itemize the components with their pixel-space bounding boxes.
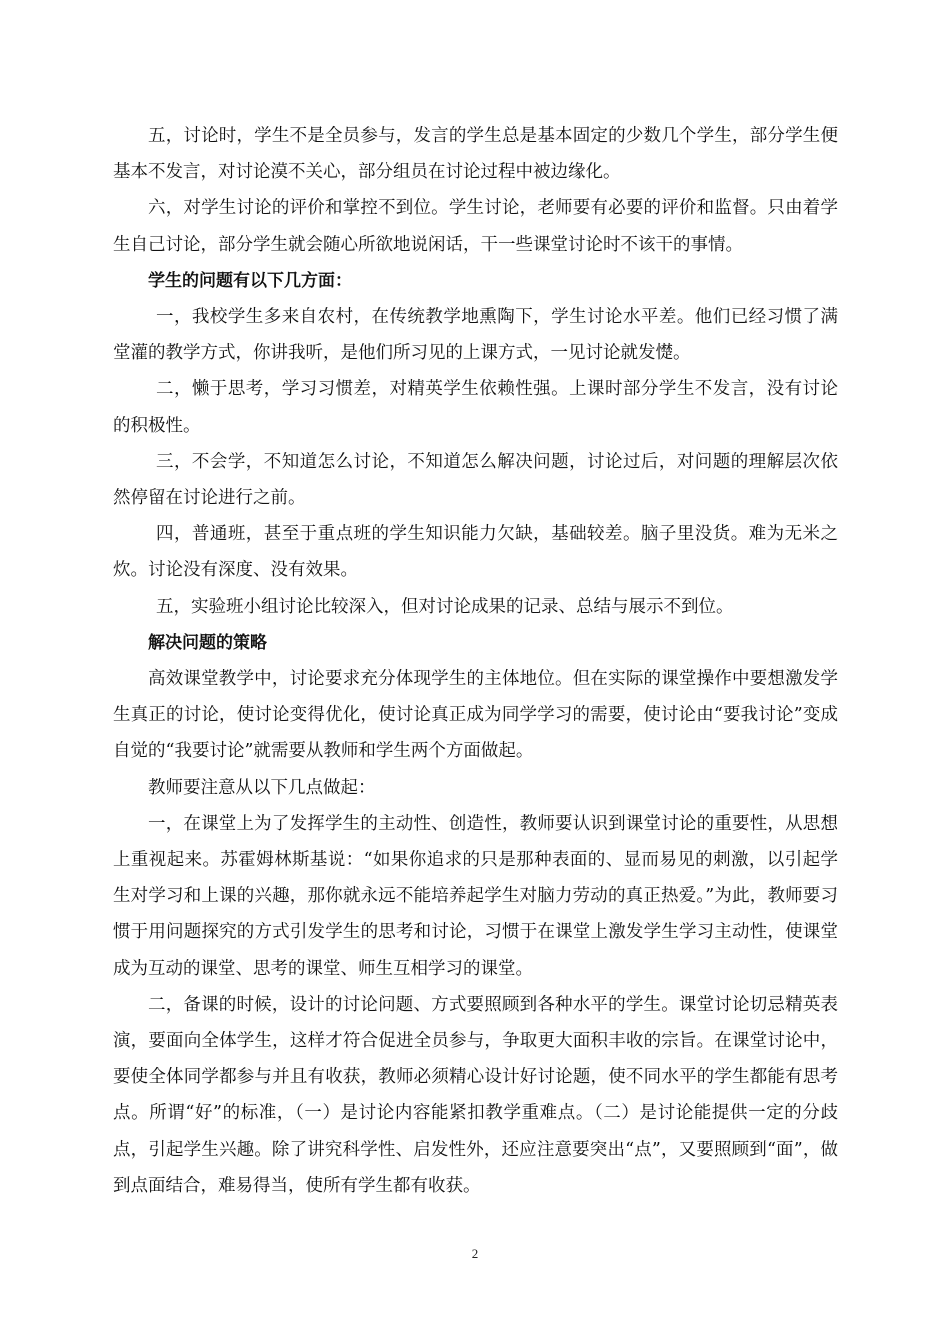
paragraph-student-problem-2: 二，懒于思考，学习习惯差，对精英学生依赖性强。上课时部分学生不发言，没有讨论的积极性。 — [113, 379, 838, 436]
paragraph-strategy-intro: 高效课堂教学中，讨论要求充分体现学生的主体地位。但在实际的课堂操作中要想激发学生真正的讨论，使讨论变得优化，使讨论真正成为同学学习的需要，使讨论由“要我讨论”变成自觉的“我要讨论”就需要从教师和学生两个方面做起。 — [113, 669, 838, 762]
page-number: 2 — [471, 1246, 479, 1261]
document-body — [113, 118, 838, 1204]
paragraph-student-problem-4: 四，普通班，甚至于重点班的学生知识能力欠缺，基础较差。脑子里没货。难为无米之炊。讨论没有深度、没有效果。 — [113, 524, 838, 581]
paragraph-teacher-points-intro: 教师要注意从以下几点做起： — [148, 777, 376, 798]
section-heading-student-problems: 学生的问题有以下几方面： — [148, 270, 352, 291]
paragraph-discussion-point-5: 五，讨论时，学生不是全员参与，发言的学生总是基本固定的少数几个学生，部分学生便基本不发言，对讨论漠不关心，部分组员在讨论过程中被边缘化。 — [113, 126, 838, 183]
section-heading-strategies: 解决问题的策略 — [148, 632, 267, 653]
paragraph-teacher-point-2: 二，备课的时候，设计的讨论问题、方式要照顾到各种水平的学生。课堂讨论切忌精英表演，要面向全体学生，这样才符合促进全员参与，争取更大面积丰收的宗旨。在课堂讨论中，要使全体同学都参与并且有收获，教师必须精心设计好讨论题，使不同水平的学生都能有思考点。所谓“好”的标准，（一）是讨论内容能紧扣教学重难点。（二）是讨论能提供一定的分歧点，引起学生兴趣。除了讲究科学性、启发性外，还应注意要突出“点”，又要照顾到“面”，做到点面结合，难易得当，使所有学生都有收获。 — [113, 994, 838, 1196]
paragraph-discussion-point-6: 六，对学生讨论的评价和掌控不到位。学生讨论，老师要有必要的评价和监督。只由着学生自己讨论，部分学生就会随心所欲地说闲话，干一些课堂讨论时不该干的事情。 — [113, 198, 838, 255]
paragraph-student-problem-1: 一，我校学生多来自农村，在传统教学地熏陶下，学生讨论水平差。他们已经习惯了满堂灌的教学方式，你讲我听，是他们所习见的上课方式，一见讨论就发憷。 — [113, 307, 838, 364]
paragraph-student-problem-5: 五，实验班小组讨论比较深入，但对讨论成果的记录、总结与展示不到位。 — [156, 596, 734, 617]
paragraph-teacher-point-1: 一，在课堂上为了发挥学生的主动性、创造性，教师要认识到课堂讨论的重要性，从思想上重视起来。苏霍姆林斯基说：“如果你追求的只是那种表面的、显而易见的刺激，以引起学生对学习和上课的兴趣，那你就永远不能培养起学生对脑力劳动的真正热爱。”为此，教师要习惯于用问题探究的方式引发学生的思考和讨论，习惯于在课堂上激发学生学习主动性，使课堂成为互动的课堂、思考的课堂、师生互相学习的课堂。 — [113, 813, 838, 979]
paragraph-student-problem-3: 三，不会学，不知道怎么讨论，不知道怎么解决问题，讨论过后，对问题的理解层次依然停留在讨论进行之前。 — [113, 451, 838, 509]
